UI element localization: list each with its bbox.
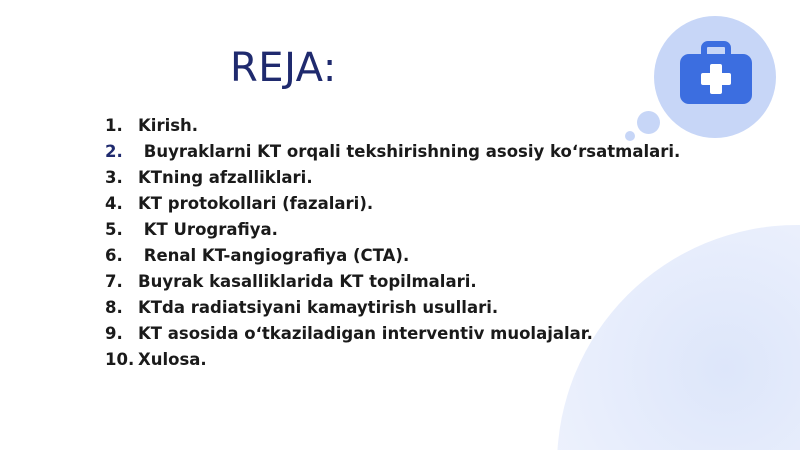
agenda-list bbox=[105, 113, 680, 373]
agenda-item bbox=[105, 191, 680, 217]
agenda-item-text: Kirish. bbox=[138, 116, 199, 135]
agenda-item bbox=[105, 243, 680, 269]
agenda-item bbox=[105, 217, 680, 243]
agenda-item-text: Renal KT-angiografiya (CTA). bbox=[138, 246, 410, 265]
agenda-item-number: 8. bbox=[105, 298, 123, 317]
agenda-item-text: KT protokollari (fazalari). bbox=[138, 194, 374, 213]
agenda-item-text: Xulosa. bbox=[138, 350, 207, 369]
agenda-item bbox=[105, 347, 680, 373]
agenda-item bbox=[105, 269, 680, 295]
agenda-item-text: Buyrak kasalliklarida KT topilmalari. bbox=[138, 272, 477, 291]
agenda-item bbox=[105, 321, 680, 347]
agenda-item-number: 9. bbox=[105, 324, 123, 343]
first-aid-kit-icon bbox=[678, 40, 754, 106]
agenda-item-number: 7. bbox=[105, 272, 123, 291]
agenda-item-number: 1. bbox=[105, 116, 123, 135]
agenda-item-number: 6. bbox=[105, 246, 123, 265]
agenda-item-number: 3. bbox=[105, 168, 123, 187]
agenda-item-number: 10. bbox=[105, 350, 135, 369]
agenda-item-text: KTda radiatsiyani kamaytirish usullari. bbox=[138, 298, 499, 317]
agenda-item bbox=[105, 295, 680, 321]
agenda-item-number: 2. bbox=[105, 142, 123, 161]
agenda-item-number: 4. bbox=[105, 194, 123, 213]
agenda-item-text: KT Urografiya. bbox=[138, 220, 278, 239]
agenda-item-text: Buyraklarni KT orqali tekshirishning asosiy koʻrsatmalari. bbox=[138, 142, 681, 161]
agenda-item bbox=[105, 113, 680, 139]
agenda-item bbox=[105, 165, 680, 191]
agenda-item-text: KTning afzalliklari. bbox=[138, 168, 313, 187]
agenda-item-number: 5. bbox=[105, 220, 123, 239]
agenda-item-text: KT asosida oʻtkaziladigan interventiv muolajalar. bbox=[138, 324, 593, 343]
slide-title: REJA: bbox=[230, 45, 337, 91]
agenda-item bbox=[105, 139, 680, 165]
